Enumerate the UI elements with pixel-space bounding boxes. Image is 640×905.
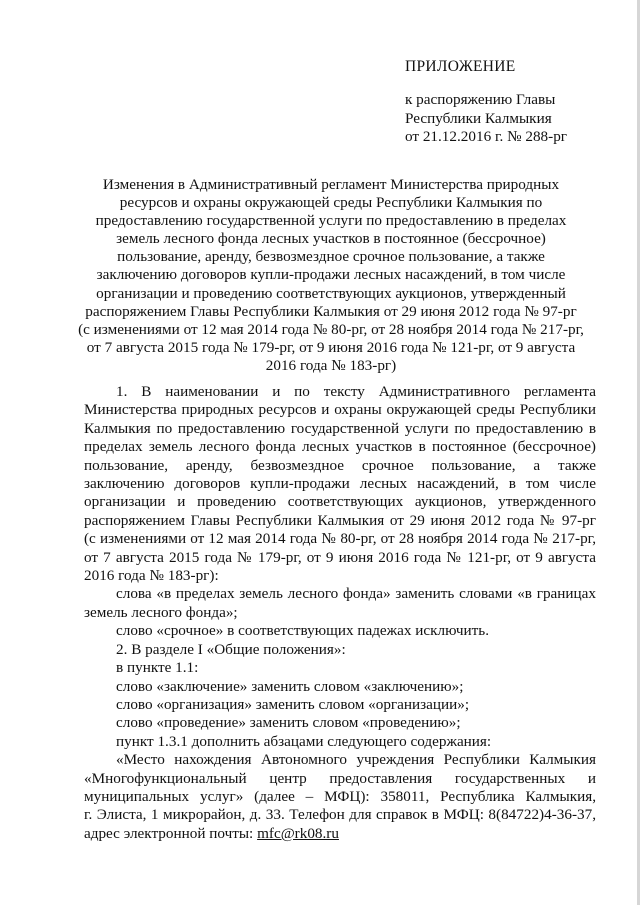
document-body	[84, 383, 596, 843]
body-line: пользование, аренду, безвозмездное срочное пользование, а также	[84, 456, 596, 474]
body-line: 2. В разделе I «Общие положения»:	[116, 640, 346, 658]
body-line: слово «срочное» в соответствующих падежах исключить.	[116, 622, 490, 640]
body-line: 1. В наименовании и по тексту Административного регламента	[116, 383, 596, 400]
appendix-line: Республики Калмыкия	[405, 109, 552, 127]
email-label: адрес электронной почты:	[84, 824, 258, 842]
appendix-block	[405, 58, 625, 147]
body-line: организации и проведению соответствующих аукционов, утвержденного	[84, 493, 596, 511]
body-line: Калмыкия по предоставлению государственной услуги по предоставлению в	[84, 419, 596, 437]
title-line: земель лесного фонда лесных участков в постоянное (бессрочное)	[116, 230, 546, 248]
body-line: муниципальных услуг» (далее – МФЦ): 358011, Республика Калмыкия,	[84, 787, 596, 805]
body-line: распоряжением Главы Республики Калмыкия от 29 июня 2012 года № 97-рг	[84, 511, 596, 529]
title-line: Изменения в Административный регламент Министерства природных	[102, 176, 560, 193]
title-line: организации и проведению соответствующих аукционов, утвержденный	[96, 284, 566, 302]
body-line-email	[84, 825, 596, 843]
appendix-line: к распоряжению Главы	[405, 91, 556, 109]
body-line: слово «организация» заменить словом «организации»;	[116, 695, 470, 713]
body-line: слово «проведение» заменить словом «проведению»;	[116, 714, 461, 732]
body-line: «Место нахождения Автономного учреждения Республики Калмыкия	[116, 751, 596, 769]
body-line: заключению договоров купли-продажи лесных насаждений, в том числе	[84, 475, 596, 493]
title-line: ресурсов и охраны окружающей среды Республики Калмыкия по	[119, 194, 543, 212]
appendix-line: от 21.12.2016 г. № 288-рг	[405, 128, 568, 146]
body-line: 2016 года № 183-рг):	[84, 567, 219, 585]
body-line: в пункте 1.1:	[116, 659, 199, 677]
body-line: от 7 августа 2015 года № 179-рг, от 9 июня 2016 года № 121-рг, от 9 августа	[84, 548, 596, 566]
body-line: слово «заключение» заменить словом «заключению»;	[116, 677, 464, 695]
document-title	[70, 176, 592, 375]
body-line: (с изменениями от 12 мая 2014 года № 80-рг, от 28 ноября 2014 года № 217-рг,	[84, 530, 596, 548]
title-line: (с изменениями от 12 мая 2014 года № 80-рг, от 28 ноября 2014 года № 217-рг,	[78, 320, 584, 338]
title-line: предоставлению государственной услуги по предоставлению в пределах	[95, 212, 567, 230]
appendix-heading: ПРИЛОЖЕНИЕ	[405, 58, 516, 75]
email-link[interactable]: mfc@rk08.ru	[257, 824, 339, 842]
body-line: пункт 1.3.1 дополнить абзацами следующего содержания:	[116, 732, 492, 750]
body-line: пределах земель лесного фонда лесных участков в постоянное (бессрочное)	[84, 438, 596, 456]
body-line: слова «в пределах земель лесного фонда» заменить словами «в границах	[116, 585, 596, 603]
body-line: «Многофункциональный центр предоставления государственных и	[84, 769, 596, 787]
body-line: г. Элиста, 1 микрорайон, д. 33. Телефон для справок в МФЦ: 8(84722)4-36-37,	[84, 806, 596, 824]
title-line: от 7 августа 2015 года № 179-рг, от 9 июня 2016 года № 121-рг, от 9 августа	[86, 338, 576, 356]
body-line: земель лесного фонда»;	[84, 603, 238, 621]
title-line: 2016 года № 183-рг)	[265, 356, 397, 374]
body-line: Министерства природных ресурсов и охраны окружающей среды Республики	[84, 401, 596, 419]
title-line: распоряжением Главы Республики Калмыкия от 29 июня 2012 года № 97-рг	[85, 302, 577, 320]
title-line: пользование, аренду, безвозмездное срочное пользование, а также	[117, 248, 545, 266]
title-line: заключению договоров купли-продажи лесных насаждений, в том числе	[96, 266, 566, 284]
